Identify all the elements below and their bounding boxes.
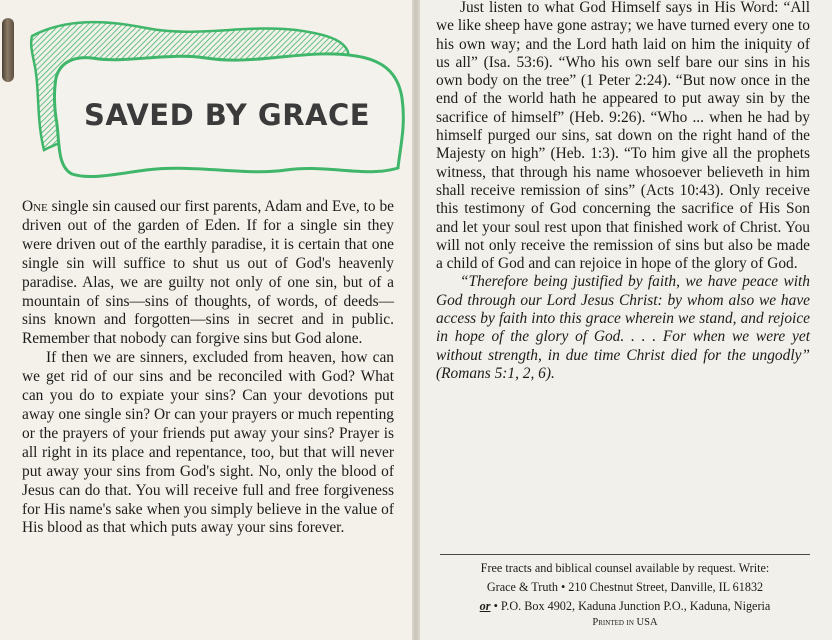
left-column xyxy=(22,198,394,538)
printed-in: Printed in USA xyxy=(592,617,658,628)
lead-word: One xyxy=(22,198,48,215)
footer-line-3-text: • P.O. Box 4902, Kaduna Junction P.O., Kaduna, Nigeria xyxy=(493,599,771,613)
staple xyxy=(2,18,14,82)
right-paragraph-2-scripture: “Therefore being justified by faith, we have peace with God through our Lord Jesus Christ: by whom also we have access by faith into this grace wherein we stand, and rejoice in hope of the glory of God. . . . For when we were yet without strength, in due time Christ died for the ungodly” (Romans 5:1, 2, 6). xyxy=(436,273,810,382)
footer-or: or xyxy=(479,599,491,613)
right-column xyxy=(436,0,810,383)
footer-line-1: Free tracts and biblical counsel available by request. Write: xyxy=(480,561,770,575)
page-gutter xyxy=(412,0,420,640)
footer-contact xyxy=(440,554,810,630)
page-title: SAVED BY GRACE xyxy=(84,98,371,132)
footer-line-3 xyxy=(440,597,810,616)
left-paragraph-1-text: single sin caused our first parents, Adam and Eve, to be driven out of the garden of Eden. If for a single sin they were driven out of the earthly paradise, it is certain that one single sin will suffice to shut us out of God's heavenly paradise. Alas, we are guilty not only of one sin, but of a mountain of sins—sins of thoughts, of words, of deeds—sins known and forgotten—sins in secret and in public. Remember that nobody can forgive sins but God alone. xyxy=(22,198,394,348)
left-paragraph-2: If then we are sinners, excluded from heaven, how can we get rid of our sins and be reconciled with God? What can you do to expiate your sins? Can your devotions put away one single sin? Or can your prayers or much repenting or the prayers of your friends put away your sins? Prayer is all right in its place and repentance, too, but that will never put away your sins from God's sight. No, only the blood of Jesus can do that. You will receive full and free forgiveness for His name's sake when you simply believe in the value of His blood as that which puts away your sins forever. xyxy=(22,349,394,537)
right-paragraph-1: Just listen to what God Himself says in His Word: “All we like sheep have gone astray; we have turned every one to his own way; and the Lord hath laid on him the iniquity of us all” (Isa. 53:6). “Who his own self bare our sins in his own body on the tree” (1 Peter 2:24). “But now once in the end of the world hath he appeared to put away sin by the sacrifice of himself” (Heb. 9:26). “Who ... when he had by himself purged our sins, sat down on the right hand of the Majesty on high” (Heb. 1:3). “To him give all the prophets witness, that through his name whosoever believeth in him shall receive remission of sins” (Acts 10:43). Only receive this testimony of God concerning the sacrifice of His Son and let your soul rest upon that finished work of Christ. You will not only receive the remission of sins but also be made a child of God and can rejoice in hope of the glory of God. xyxy=(436,0,810,273)
footer-line-2: Grace & Truth • 210 Chestnut Street, Danville, IL 61832 xyxy=(486,580,764,594)
left-paragraph-1 xyxy=(22,198,394,349)
